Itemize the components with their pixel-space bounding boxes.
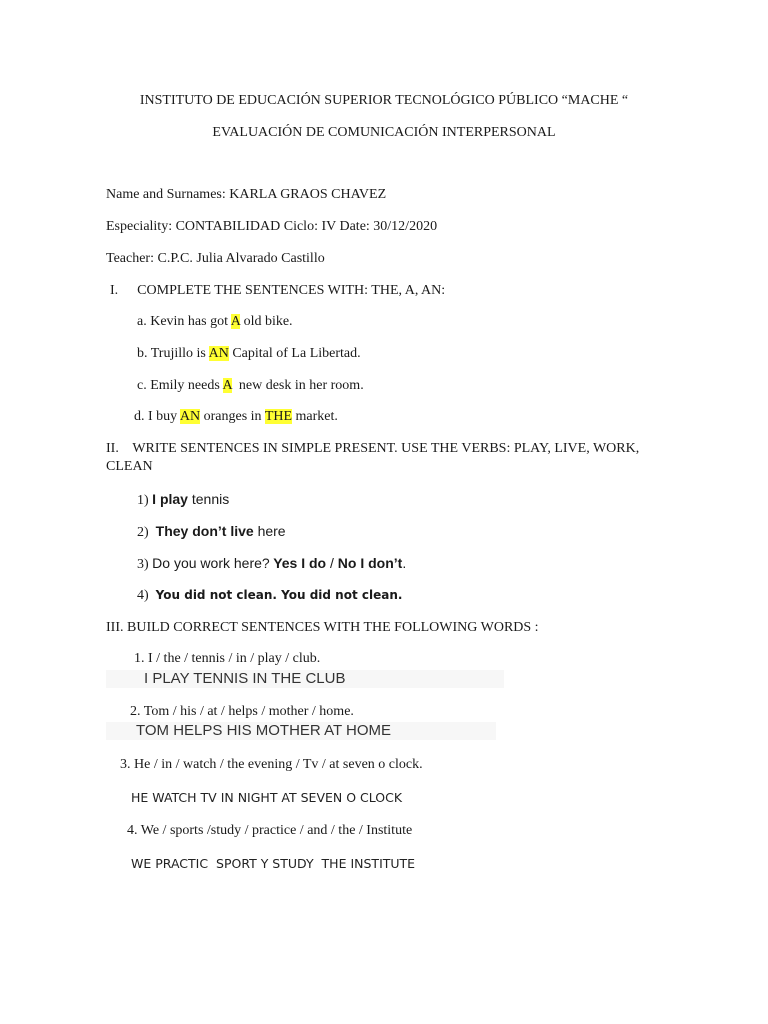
- teacher-line: Teacher: C.P.C. Julia Alvarado Castillo: [106, 251, 325, 266]
- section1-item-a: [137, 313, 293, 331]
- section2-title: WRITE SENTENCES IN SIMPLE PRESENT. USE THE VERBS: PLAY, LIVE, WORK, CLEAN: [106, 441, 640, 474]
- highlighted-answer: AN: [208, 346, 229, 361]
- item-text: Capital of La Libertad.: [228, 346, 361, 361]
- section3-heading: [106, 619, 539, 637]
- item-number: 1): [137, 493, 149, 508]
- section3-answer-2: TOM HELPS HIS MOTHER AT HOME: [106, 722, 496, 740]
- question-text: Do you work here?: [152, 555, 270, 571]
- answer-rest: here: [253, 523, 286, 539]
- answer-bold: I play: [152, 491, 188, 507]
- section2-item-2: [137, 522, 286, 542]
- section1-title: COMPLETE THE SENTENCES WITH: THE, A, AN:: [137, 283, 446, 298]
- section3-answer-3: HE WATCH TV IN NIGHT AT SEVEN O CLOCK: [131, 790, 403, 805]
- item-text: old bike.: [240, 314, 293, 329]
- section3-answer-1: I PLAY TENNIS IN THE CLUB: [106, 670, 504, 688]
- answer-bold: They don’t live: [155, 523, 254, 539]
- period: .: [402, 555, 407, 571]
- name-value: KARLA GRAOS CHAVEZ: [229, 187, 387, 202]
- section1-item-b: [137, 345, 361, 363]
- answer-rest: tennis: [187, 491, 230, 507]
- item-number: 3): [137, 557, 149, 572]
- section1-item-c: [137, 377, 364, 395]
- section3-prompt-3: 3. He / in / watch / the evening / Tv / at seven o clock.: [120, 757, 423, 772]
- institute-title: INSTITUTO DE EDUCACIÓN SUPERIOR TECNOLÓGICO PÚBLICO “MACHE “: [139, 93, 629, 108]
- item-text: market.: [292, 409, 338, 424]
- item-text: new desk in her room.: [231, 378, 364, 393]
- section2-heading: [106, 440, 666, 476]
- item-text: oranges in: [200, 409, 265, 424]
- item-number: 4): [137, 588, 149, 603]
- section3-prompt-4: 4. We / sports /study / practice / and / the / Institute: [127, 823, 413, 838]
- section2-numeral: II.: [106, 441, 119, 456]
- item-text: b. Trujillo is: [137, 346, 209, 361]
- section3-prompt-1: 1. I / the / tennis / in / play / club.: [134, 651, 321, 666]
- section3-numeral: III.: [106, 620, 124, 635]
- item-text: c. Emily needs: [137, 378, 223, 393]
- item-text: d. I buy: [134, 409, 180, 424]
- separator: /: [326, 555, 338, 571]
- highlighted-answer: A: [230, 314, 241, 329]
- item-number: 2): [137, 525, 149, 540]
- section3-answer-4: WE PRACTIC SPORT Y STUDY THE INSTITUTE: [131, 856, 416, 871]
- section1-numeral: I.: [110, 283, 119, 298]
- name-line: [106, 186, 386, 204]
- section2-item-1: [137, 490, 229, 510]
- highlighted-answer: A: [222, 378, 232, 393]
- section2-item-4: [137, 586, 402, 605]
- name-label: Name and Surnames:: [106, 187, 226, 202]
- section3-title: BUILD CORRECT SENTENCES WITH THE FOLLOWING WORDS :: [127, 620, 539, 635]
- answer-bold: No I don’t: [337, 555, 403, 571]
- answer-bold: You did not clean. You did not clean.: [155, 588, 403, 602]
- section2-item-3: [137, 554, 406, 574]
- evaluation-title: EVALUACIÓN DE COMUNICACIÓN INTERPERSONAL: [212, 125, 556, 140]
- highlighted-answer: THE: [264, 409, 293, 424]
- section3-prompt-2: 2. Tom / his / at / helps / mother / home.: [130, 704, 354, 719]
- section1-item-d: [134, 408, 338, 426]
- highlighted-answer: AN: [179, 409, 201, 424]
- item-text: a. Kevin has got: [137, 314, 231, 329]
- answer-bold: Yes I do: [273, 555, 327, 571]
- section1-heading: [110, 282, 445, 300]
- speciality-line: Especiality: CONTABILIDAD Ciclo: IV Date: 30/12/2020: [106, 219, 438, 234]
